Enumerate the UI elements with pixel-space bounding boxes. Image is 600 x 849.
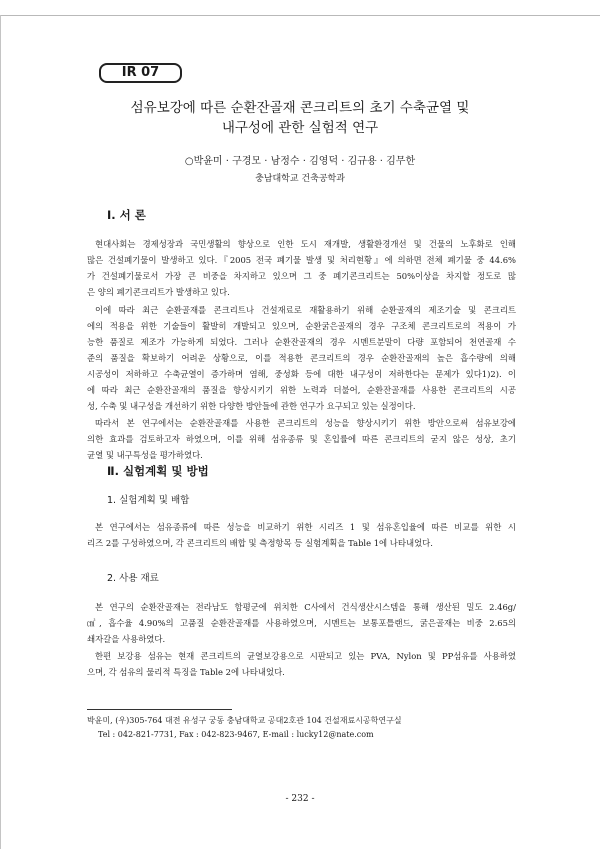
footnote-contact: Tel : 042-821-7731, Fax : 042-823-9467, E-mail : lucky12@nate.com bbox=[98, 730, 374, 739]
text-line: 에의 적용을 위한 기술들이 활발히 개발되고 있으며, 순환굵은골재의 경우 구조체 콘크리트로의 적용이 가 bbox=[87, 321, 516, 331]
materials-paragraph-1 bbox=[87, 599, 516, 647]
text-line: 본 연구에서는 섬유종류에 따른 성능을 비교하기 위한 시리즈 1 및 섬유혼입율에 따른 비교를 위한 시 bbox=[95, 522, 516, 532]
text-line: 능한 품질로 제조가 가능하게 되었다. 그러나 순환잔골재의 경우 시멘트분말이 다량 포함되어 천연골재 수 bbox=[87, 337, 516, 347]
text-line: 쇄자갈을 사용하였다. bbox=[87, 634, 166, 644]
text-line: 성, 수축 및 내구성을 개선하기 위한 다양한 방안들에 관한 연구가 요구되고 있는 실정이다. bbox=[87, 401, 416, 411]
section-heading-introduction: Ⅰ. 서 론 bbox=[107, 208, 146, 222]
text-line: 현대사회는 경제성장과 국민생활의 향상으로 인한 도시 재개발, 생활환경개선 및 건물의 노후화로 인해 bbox=[95, 239, 516, 249]
text-line: 가 건설폐기물로서 가장 큰 비중을 차지하고 있으며 그 중 폐기콘크리트는 50%이상을 차지할 정도로 많 bbox=[87, 271, 516, 281]
page-number: - 232 - bbox=[285, 794, 315, 804]
intro-paragraph-3 bbox=[87, 415, 516, 463]
text-line: 으며, 각 섬유의 물리적 특징을 Table 2에 나타내었다. bbox=[87, 667, 285, 677]
author-list: ○박윤미 · 구경모 · 남정수 · 김영덕 · 김규용 · 김무한 bbox=[184, 156, 416, 167]
footnote-address: 박윤미, (우)305-764 대전 유성구 궁동 충남대학교 공대2호관 104 건설재료시공학연구실 bbox=[87, 716, 402, 725]
text-line: 많은 건설폐기물이 발생하고 있다.『2005 전국 폐기물 발생 및 처리현황』에 의하면 전체 폐기물 중 44.6% bbox=[87, 255, 516, 265]
page-frame-left bbox=[0, 15, 1, 849]
text-line: 본 연구의 순환잔골재는 전라남도 함평군에 위치한 C사에서 건식생산시스템을 통해 생산된 밀도 2.46g/ bbox=[95, 602, 516, 612]
section-heading-method: Ⅱ. 실험계획 및 방법 bbox=[107, 464, 209, 478]
paper-code-badge: IR 07 bbox=[99, 63, 182, 83]
paper-title-line2: 내구성에 관한 실험적 연구 bbox=[221, 120, 379, 136]
page-frame-top bbox=[0, 15, 600, 16]
text-line: ㎤, 흡수율 4.90%의 고품질 순환잔골재를 사용하였으며, 시멘트는 보통포틀랜드, 굵은골재는 비중 2.65의 bbox=[87, 618, 516, 628]
intro-paragraph-2 bbox=[87, 302, 516, 414]
method-paragraph-1 bbox=[87, 519, 516, 551]
text-line: 균열 및 내구특성을 평가하였다. bbox=[87, 450, 203, 460]
affiliation: 충남대학교 건축공학과 bbox=[255, 174, 345, 184]
text-line: 은 양의 폐기콘크리트가 발생하고 있다. bbox=[87, 287, 230, 297]
text-line: 한편 보강용 섬유는 현재 콘크리트의 균열보강용으로 시판되고 있는 PVA, Nylon 및 PP섬유를 사용하였 bbox=[95, 651, 516, 661]
text-line: 에 따라 최근 순환잔골재의 품질을 향상시키기 위한 노력과 더불어, 순환잔골재를 사용한 콘크리트의 시공 bbox=[87, 385, 516, 395]
text-line: 준의 품질을 확보하기 어려운 상황으로, 이를 적용한 콘크리트의 경우 순환잔골재의 높은 흡수량에 의해 bbox=[87, 353, 516, 363]
intro-paragraph-1 bbox=[87, 236, 516, 300]
text-line: 의한 효과를 검토하고자 하였으며, 이를 위해 섬유종류 및 혼입률에 따른 콘크리트의 굳지 않은 성상, 초기 bbox=[87, 434, 516, 444]
subsection-heading-plan: 1. 실험계획 및 배합 bbox=[107, 495, 190, 506]
text-line: 리즈 2를 구성하였으며, 각 콘크리트의 배합 및 측정항목 등 실험계획을 Table 1에 나타내었다. bbox=[87, 538, 433, 548]
text-line: 이에 따라 최근 순환골재를 콘크리트나 건설재료로 재활용하기 위해 순환골재의 제조기술 및 콘크리트 bbox=[95, 305, 516, 315]
text-line: 따라서 본 연구에서는 순환잔골재를 사용한 콘크리트의 성능을 향상시키기 위한 방안으로써 섬유보강에 bbox=[95, 418, 516, 428]
materials-paragraph-2 bbox=[87, 648, 516, 680]
subsection-heading-materials: 2. 사용 재료 bbox=[107, 573, 159, 584]
footnote-divider bbox=[87, 709, 232, 710]
text-line: 시공성이 저하하고 수축균열이 증가하며 염해, 중성화 등에 대한 내구성이 저하한다는 문제가 있다1)2). 이 bbox=[87, 369, 516, 379]
paper-title-line1: 섬유보강에 따른 순환잔골재 콘크리트의 초기 수축균열 및 bbox=[130, 100, 470, 116]
